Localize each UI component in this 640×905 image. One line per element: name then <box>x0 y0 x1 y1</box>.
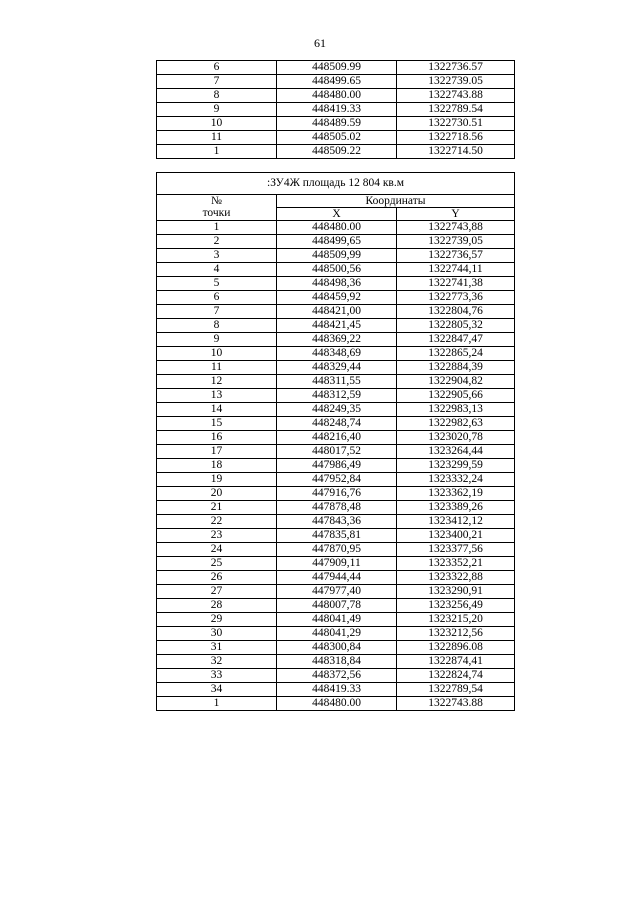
x-coordinate-cell: 447843,36 <box>277 515 397 529</box>
y-coordinate-cell: 1323256,49 <box>397 599 515 613</box>
x-coordinate-cell: 448480.00 <box>277 221 397 235</box>
table-row <box>157 319 515 333</box>
x-coordinate-cell: 447977,40 <box>277 585 397 599</box>
y-coordinate-cell: 1322884,39 <box>397 361 515 375</box>
point-number-cell: 1 <box>157 697 277 711</box>
point-number-cell: 8 <box>157 319 277 333</box>
point-number-cell: 13 <box>157 389 277 403</box>
table-row <box>157 75 515 89</box>
y-coordinate-cell: 1323212,56 <box>397 627 515 641</box>
y-coordinate-cell: 1323299,59 <box>397 459 515 473</box>
x-coordinate-cell: 448480.00 <box>277 697 397 711</box>
x-coordinate-cell: 448499,65 <box>277 235 397 249</box>
point-number-cell: 28 <box>157 599 277 613</box>
table-row <box>157 235 515 249</box>
table-row <box>157 697 515 711</box>
table-row <box>157 543 515 557</box>
table-row <box>157 117 515 131</box>
y-coordinate-cell: 1322739.05 <box>397 75 515 89</box>
point-number-cell: 21 <box>157 501 277 515</box>
table-row <box>157 131 515 145</box>
point-number-cell: 14 <box>157 403 277 417</box>
point-number-cell: 23 <box>157 529 277 543</box>
point-number-cell: 6 <box>157 291 277 305</box>
y-coordinate-cell: 1322718.56 <box>397 131 515 145</box>
y-coordinate-cell: 1322773,36 <box>397 291 515 305</box>
table-row <box>157 361 515 375</box>
x-coordinate-cell: 447909,11 <box>277 557 397 571</box>
table-row <box>157 557 515 571</box>
y-coordinate-cell: 1322824,74 <box>397 669 515 683</box>
x-coordinate-cell: 448041,29 <box>277 627 397 641</box>
point-number-cell: 33 <box>157 669 277 683</box>
x-coordinate-cell: 448369,22 <box>277 333 397 347</box>
point-number-cell: 10 <box>157 117 277 131</box>
table-row <box>157 641 515 655</box>
x-coordinate-cell: 448419.33 <box>277 103 397 117</box>
x-coordinate-cell: 448329,44 <box>277 361 397 375</box>
point-number-cell: 4 <box>157 263 277 277</box>
table-row <box>157 375 515 389</box>
x-coordinate-cell: 448421,45 <box>277 319 397 333</box>
x-coordinate-cell: 448007,78 <box>277 599 397 613</box>
point-number-cell: 12 <box>157 375 277 389</box>
x-coordinate-cell: 448372,56 <box>277 669 397 683</box>
y-coordinate-cell: 1323362,19 <box>397 487 515 501</box>
point-number-cell: 1 <box>157 145 277 159</box>
x-coordinate-cell: 448248,74 <box>277 417 397 431</box>
table-row <box>157 249 515 263</box>
x-coordinate-cell: 448017,52 <box>277 445 397 459</box>
table-row <box>157 669 515 683</box>
x-coordinate-cell: 448311,55 <box>277 375 397 389</box>
x-coordinate-cell: 448500,56 <box>277 263 397 277</box>
y-coordinate-cell: 1322847,47 <box>397 333 515 347</box>
table-row <box>157 515 515 529</box>
point-number-cell: 20 <box>157 487 277 501</box>
x-coordinate-cell: 447952,84 <box>277 473 397 487</box>
table-row <box>157 599 515 613</box>
point-number-cell: 29 <box>157 613 277 627</box>
y-coordinate-cell: 1323332,24 <box>397 473 515 487</box>
table-row <box>157 347 515 361</box>
table-caption: :ЗУ4Ж площадь 12 804 кв.м <box>157 173 515 195</box>
point-number-cell: 19 <box>157 473 277 487</box>
x-coordinate-cell: 448509,99 <box>277 249 397 263</box>
y-coordinate-cell: 1323322,88 <box>397 571 515 585</box>
point-number-cell: 7 <box>157 305 277 319</box>
table-row <box>157 501 515 515</box>
x-coordinate-cell: 448312,59 <box>277 389 397 403</box>
point-number-cell: 15 <box>157 417 277 431</box>
coordinates-table-zu4zh-body <box>157 221 515 711</box>
table-row <box>157 585 515 599</box>
y-coordinate-cell: 1322904,82 <box>397 375 515 389</box>
y-coordinate-cell: 1323377,56 <box>397 543 515 557</box>
table-row <box>157 613 515 627</box>
y-coordinate-cell: 1322804,76 <box>397 305 515 319</box>
x-coordinate-cell: 447986,49 <box>277 459 397 473</box>
y-coordinate-cell: 1322982,63 <box>397 417 515 431</box>
table-row <box>157 333 515 347</box>
x-coordinate-cell: 447878,48 <box>277 501 397 515</box>
y-coordinate-cell: 1322743.88 <box>397 89 515 103</box>
table-row <box>157 89 515 103</box>
x-coordinate-cell: 448509.99 <box>277 61 397 75</box>
y-coordinate-cell: 1322874,41 <box>397 655 515 669</box>
y-coordinate-cell: 1322896.08 <box>397 641 515 655</box>
x-coordinate-cell: 448348,69 <box>277 347 397 361</box>
y-coordinate-cell: 1323020,78 <box>397 431 515 445</box>
point-number-cell: 25 <box>157 557 277 571</box>
y-coordinate-cell: 1322743,88 <box>397 221 515 235</box>
table-row <box>157 61 515 75</box>
x-coordinate-cell: 448459,92 <box>277 291 397 305</box>
y-coordinate-cell: 1322736,57 <box>397 249 515 263</box>
table-row <box>157 277 515 291</box>
y-coordinate-cell: 1322739,05 <box>397 235 515 249</box>
table-row <box>157 305 515 319</box>
point-number-cell: 1 <box>157 221 277 235</box>
point-number-cell: 11 <box>157 131 277 145</box>
point-number-cell: 27 <box>157 585 277 599</box>
page-number: 61 <box>314 36 326 50</box>
table-row <box>157 627 515 641</box>
point-number-cell: 6 <box>157 61 277 75</box>
table-row <box>157 487 515 501</box>
table-row <box>157 473 515 487</box>
table-row <box>157 459 515 473</box>
table-row <box>157 431 515 445</box>
table-row <box>157 263 515 277</box>
y-coordinate-cell: 1323400,21 <box>397 529 515 543</box>
coordinates-table-continued <box>156 60 515 159</box>
point-number-cell: 26 <box>157 571 277 585</box>
point-number-cell: 16 <box>157 431 277 445</box>
table-header-row <box>157 195 515 208</box>
point-number-header-line2: точки <box>202 207 231 219</box>
point-number-cell: 3 <box>157 249 277 263</box>
table-row <box>157 655 515 669</box>
x-coordinate-cell: 448318,84 <box>277 655 397 669</box>
table-row <box>157 529 515 543</box>
x-coordinate-cell: 448041,49 <box>277 613 397 627</box>
table-row <box>157 445 515 459</box>
y-coordinate-cell: 1322865,24 <box>397 347 515 361</box>
point-number-cell: 10 <box>157 347 277 361</box>
x-coordinate-cell: 448498,36 <box>277 277 397 291</box>
x-coordinate-cell: 447916,76 <box>277 487 397 501</box>
point-number-cell: 22 <box>157 515 277 529</box>
table-caption-row <box>157 173 515 195</box>
x-coordinate-cell: 448499.65 <box>277 75 397 89</box>
point-number-cell: 18 <box>157 459 277 473</box>
x-coordinate-cell: 448489.59 <box>277 117 397 131</box>
x-coordinate-cell: 448509.22 <box>277 145 397 159</box>
table-row <box>157 145 515 159</box>
point-number-header-line1: № <box>211 195 222 207</box>
x-coordinate-cell: 448480.00 <box>277 89 397 103</box>
table-row <box>157 103 515 117</box>
point-number-cell: 7 <box>157 75 277 89</box>
table-row <box>157 403 515 417</box>
point-number-cell: 11 <box>157 361 277 375</box>
table-row <box>157 389 515 403</box>
coordinates-header: Координаты <box>277 195 515 208</box>
point-number-cell: 9 <box>157 333 277 347</box>
y-coordinate-cell: 1322789,54 <box>397 683 515 697</box>
y-coordinate-cell: 1322741,38 <box>397 277 515 291</box>
y-coordinate-cell: 1322905,66 <box>397 389 515 403</box>
x-coordinate-cell: 448505.02 <box>277 131 397 145</box>
x-coordinate-cell: 448249,35 <box>277 403 397 417</box>
coordinates-table-zu4zh <box>156 172 515 711</box>
y-coordinate-cell: 1323264,44 <box>397 445 515 459</box>
x-coordinate-cell: 448419.33 <box>277 683 397 697</box>
point-number-cell: 5 <box>157 277 277 291</box>
table-row <box>157 291 515 305</box>
y-coordinate-cell: 1322744,11 <box>397 263 515 277</box>
table-row <box>157 221 515 235</box>
point-number-cell: 31 <box>157 641 277 655</box>
table-row <box>157 417 515 431</box>
y-coordinate-cell: 1322983,13 <box>397 403 515 417</box>
point-number-cell: 2 <box>157 235 277 249</box>
point-number-cell: 32 <box>157 655 277 669</box>
y-coordinate-cell: 1322736.57 <box>397 61 515 75</box>
y-coordinate-cell: 1323290,91 <box>397 585 515 599</box>
x-coordinate-cell: 447870,95 <box>277 543 397 557</box>
y-coordinate-cell: 1322743.88 <box>397 697 515 711</box>
x-coordinate-cell: 448300,84 <box>277 641 397 655</box>
x-header: X <box>277 208 397 221</box>
point-number-header <box>157 195 277 221</box>
y-coordinate-cell: 1323215,20 <box>397 613 515 627</box>
point-number-cell: 9 <box>157 103 277 117</box>
point-number-cell: 34 <box>157 683 277 697</box>
y-coordinate-cell: 1323412,12 <box>397 515 515 529</box>
coordinates-table-continued-body <box>157 61 515 159</box>
x-coordinate-cell: 447944,44 <box>277 571 397 585</box>
point-number-cell: 24 <box>157 543 277 557</box>
table-row <box>157 683 515 697</box>
y-coordinate-cell: 1322789.54 <box>397 103 515 117</box>
y-coordinate-cell: 1323352,21 <box>397 557 515 571</box>
x-coordinate-cell: 447835,81 <box>277 529 397 543</box>
point-number-cell: 30 <box>157 627 277 641</box>
point-number-cell: 17 <box>157 445 277 459</box>
point-number-cell: 8 <box>157 89 277 103</box>
y-coordinate-cell: 1322714.50 <box>397 145 515 159</box>
table-row <box>157 571 515 585</box>
y-coordinate-cell: 1322805,32 <box>397 319 515 333</box>
y-coordinate-cell: 1323389,26 <box>397 501 515 515</box>
y-header: Y <box>397 208 515 221</box>
y-coordinate-cell: 1322730.51 <box>397 117 515 131</box>
x-coordinate-cell: 448216,40 <box>277 431 397 445</box>
x-coordinate-cell: 448421,00 <box>277 305 397 319</box>
